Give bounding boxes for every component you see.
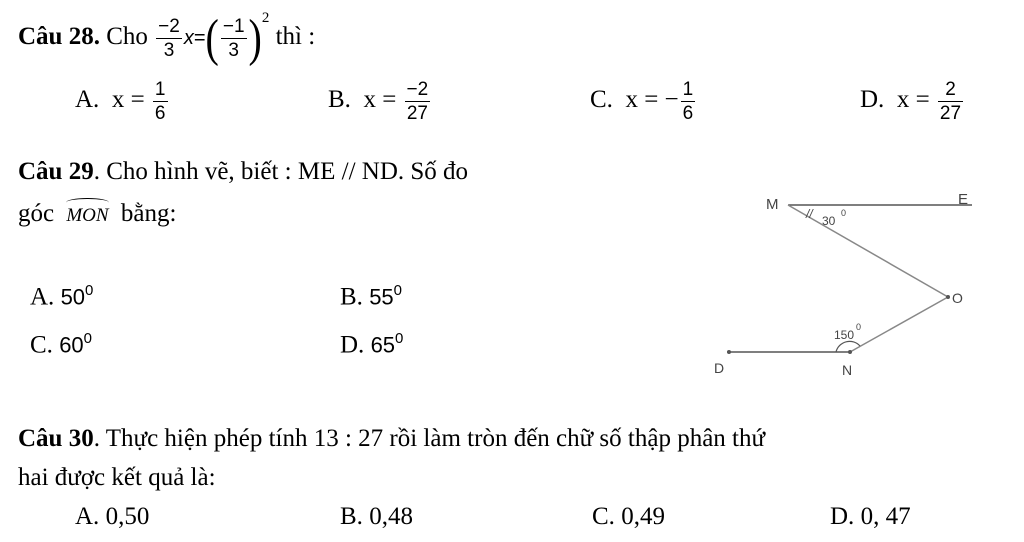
- q28-option-a[interactable]: [75, 80, 170, 123]
- q30-option-c-letter: C.: [592, 503, 615, 530]
- q28-option-b-letter: B.: [328, 86, 351, 114]
- q29-option-a-value: 50: [60, 284, 86, 310]
- q28-option-d-prefix: x =: [896, 86, 930, 114]
- q28-rhs-num: −1: [222, 15, 245, 37]
- q28-paren-open: (: [205, 8, 219, 67]
- angle-arc-n: [836, 341, 860, 352]
- q29-option-c[interactable]: [30, 330, 92, 359]
- q28-option-d-fraction: [938, 80, 963, 123]
- line-on: [850, 297, 948, 352]
- q30-option-b[interactable]: [340, 503, 413, 531]
- q29-option-d-value: 65: [370, 332, 396, 358]
- q29-option-b[interactable]: [340, 282, 402, 311]
- angle-label-150: 150: [834, 328, 855, 342]
- q28-option-a-den: 6: [154, 103, 166, 124]
- q28-label: Câu 28.: [18, 23, 100, 50]
- label-e: E: [958, 191, 969, 208]
- q30-stem-line1: [18, 425, 765, 453]
- q28-option-a-prefix: x =: [111, 86, 145, 114]
- q28-exponent: 2: [261, 10, 270, 26]
- q28-stem: [18, 8, 316, 67]
- q28-option-b-prefix: x =: [363, 86, 397, 114]
- q29-stem-line2: [18, 200, 176, 228]
- q29-label: Câu 29: [18, 158, 94, 185]
- q29-option-d-sup: 0: [395, 330, 404, 347]
- q30-option-a-value: 0,50: [105, 503, 150, 530]
- label-o: O: [952, 290, 963, 306]
- q28-option-a-fraction: [153, 80, 168, 123]
- q30-text1: . Thực hiện phép tính 13 : 27 rồi làm tròn đến chữ số thập phân thứ: [93, 425, 766, 452]
- q28-option-d-den: 27: [939, 103, 962, 124]
- angle-label-30-sup: 0: [841, 208, 847, 218]
- q29-option-c-value: 60: [59, 332, 84, 358]
- q28-option-c-prefix: x =: [625, 86, 659, 114]
- q28-eq: =: [193, 27, 206, 49]
- q30-label: Câu 30: [18, 425, 94, 452]
- q29-option-d[interactable]: [340, 330, 403, 359]
- point-o: [946, 295, 950, 299]
- q29-option-a-sup: 0: [85, 282, 94, 299]
- q30-option-b-letter: B.: [340, 503, 363, 530]
- q29-option-b-sup: 0: [393, 282, 403, 299]
- q28-option-b-num: −2: [406, 79, 429, 100]
- q29-option-d-letter: D.: [340, 331, 365, 359]
- q28-option-d-letter: D.: [860, 86, 885, 114]
- q28-option-d-num: 2: [938, 80, 963, 102]
- q28-option-c-num: 1: [682, 79, 694, 100]
- q28-option-b-fraction: [405, 80, 431, 123]
- q29-option-b-value: 55: [369, 284, 394, 310]
- q30-option-d-letter: D.: [830, 503, 855, 530]
- q28-option-b[interactable]: [328, 80, 432, 123]
- q29-option-c-sup: 0: [83, 330, 93, 347]
- q28-lhs-den: 3: [163, 39, 175, 61]
- q28-option-c-sign: −: [664, 86, 679, 114]
- q29-bang: bằng:: [120, 200, 177, 227]
- q30-option-d-value: 0, 47: [860, 503, 911, 530]
- q29-angle-arc: [66, 198, 108, 207]
- q29-option-b-letter: B.: [340, 283, 363, 311]
- label-m: M: [766, 196, 779, 213]
- q28-paren-close: ): [248, 8, 262, 67]
- q30-option-c-value: 0,49: [621, 503, 665, 530]
- q29-stem-line1: [18, 158, 468, 186]
- q29-option-a[interactable]: [30, 282, 93, 311]
- tick-mark: //: [806, 207, 813, 221]
- q28-option-a-letter: A.: [75, 86, 100, 114]
- q29-option-a-letter: A.: [30, 283, 55, 311]
- q29-angle-text: MON: [66, 205, 109, 226]
- q30-stem-line2: [18, 464, 216, 492]
- q29-angle-mon: [66, 205, 108, 227]
- q28-var: x: [183, 27, 194, 49]
- q28-option-c[interactable]: [590, 80, 697, 123]
- q28-option-d[interactable]: [860, 80, 965, 123]
- angle-label-150-sup: 0: [856, 322, 862, 332]
- q28-rhs-fraction: [221, 17, 247, 60]
- q30-option-a[interactable]: [75, 503, 149, 531]
- q28-thi: thì :: [275, 23, 316, 50]
- q29-figure: [700, 185, 990, 385]
- q28-lhs-num: −2: [158, 15, 180, 37]
- q28-option-c-den: 6: [682, 103, 694, 124]
- point-n: [848, 350, 852, 354]
- q29-option-c-letter: C.: [30, 331, 53, 359]
- q28-lhs-fraction: [156, 17, 182, 60]
- angle-label-30: 30: [822, 214, 836, 228]
- q28-cho: Cho: [106, 23, 148, 50]
- q28-option-c-letter: C.: [590, 86, 613, 114]
- q29-goc: góc: [18, 200, 55, 227]
- label-d: D: [714, 360, 725, 376]
- point-d: [727, 350, 731, 354]
- label-n: N: [842, 362, 853, 378]
- q28-rhs-den: 3: [228, 39, 239, 61]
- q28-option-a-num: 1: [154, 79, 166, 100]
- q28-option-c-fraction: [681, 80, 696, 123]
- q30-option-d[interactable]: [830, 503, 911, 531]
- q30-option-c[interactable]: [592, 503, 665, 531]
- q28-option-b-den: 27: [406, 103, 428, 124]
- q30-option-a-letter: A.: [75, 503, 100, 530]
- q30-text2: hai được kết quả là:: [18, 464, 216, 491]
- q29-text1: . Cho hình vẽ, biết : ME // ND. Số đo: [93, 158, 469, 185]
- q30-option-b-value: 0,48: [369, 503, 413, 530]
